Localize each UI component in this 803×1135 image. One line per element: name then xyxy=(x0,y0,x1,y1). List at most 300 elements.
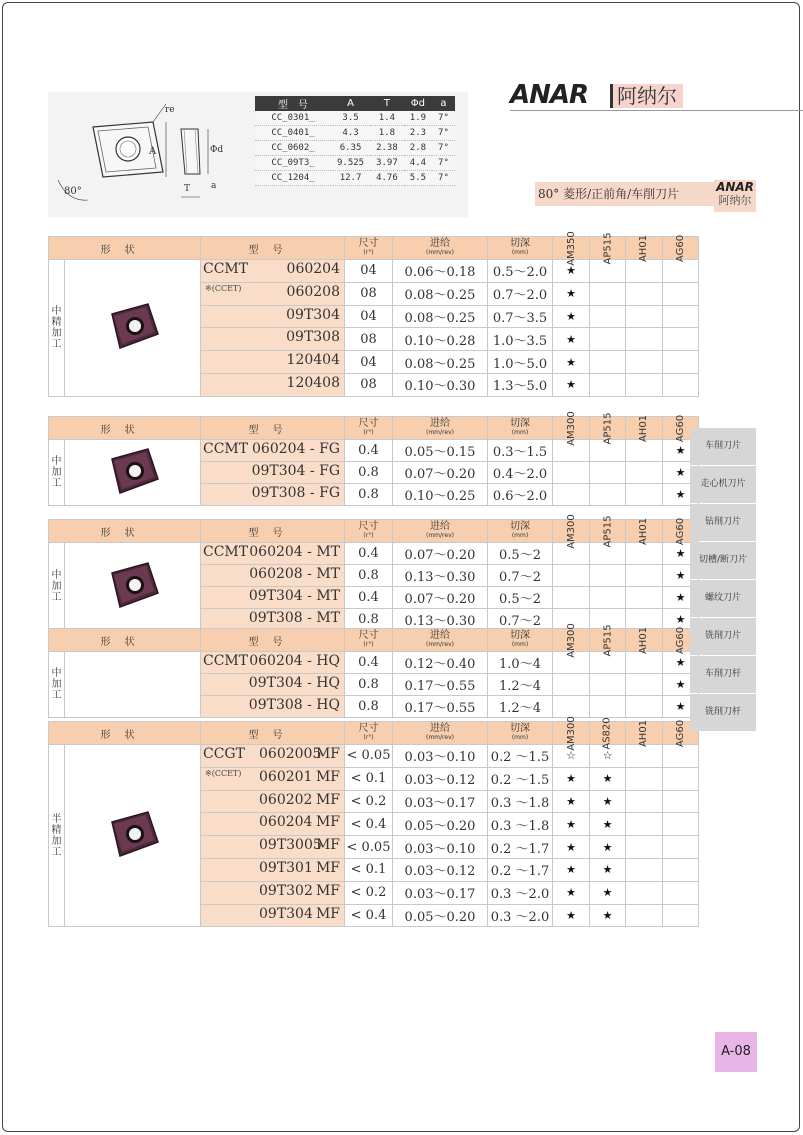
depth-header xyxy=(488,629,553,652)
grade-label: AP515 xyxy=(602,624,613,656)
model-cell xyxy=(201,652,345,674)
grade-label: AM300 xyxy=(565,622,577,658)
grade-label: AM350 xyxy=(565,230,577,266)
grade-label: AH01 xyxy=(638,517,650,545)
grade-mark xyxy=(663,282,699,305)
model-header: 型号 xyxy=(201,520,345,543)
model-cell xyxy=(201,836,345,859)
size-header-unit: (r°) xyxy=(363,532,374,539)
grade-mark xyxy=(626,858,663,881)
grade-mark xyxy=(590,282,626,305)
model-code: 09T308 - MT xyxy=(248,610,340,626)
grade-mark xyxy=(626,674,663,696)
size-header xyxy=(345,722,393,745)
grade-mark xyxy=(663,260,699,283)
grade-mark: ★ xyxy=(663,462,699,484)
grade-header xyxy=(626,626,663,654)
model-suffix: MF xyxy=(315,837,340,854)
model-cell xyxy=(201,351,345,374)
feed-cell: 0.05～0.20 xyxy=(393,904,488,927)
depth-cell: 0.7～3.5 xyxy=(488,305,553,328)
model-code: 09T308 - FG xyxy=(251,485,340,501)
size-header xyxy=(345,520,393,543)
grade-mark xyxy=(663,790,699,813)
feed-cell: 0.08～0.25 xyxy=(393,351,488,374)
grade-mark: ★ xyxy=(590,813,626,836)
model-code: 09T304 - MT xyxy=(248,588,340,604)
size-header-unit: (r°) xyxy=(363,249,374,256)
product-row xyxy=(49,440,699,462)
model-cell xyxy=(201,484,345,506)
size-cell: 0.8 xyxy=(345,609,393,631)
grade-mark xyxy=(590,565,626,587)
dims-cell: 6.35 xyxy=(331,141,370,156)
angle-label: 80° xyxy=(64,186,82,197)
depth-cell: 0.2 ～1.5 xyxy=(488,767,553,790)
depth-cell: 0.2 ～1.7 xyxy=(488,858,553,881)
grade-mark: ★ xyxy=(553,790,590,813)
model-code: 0602005 xyxy=(259,746,322,762)
mini-logo xyxy=(714,180,756,212)
sidenav-item[interactable]: 车削刀杆 xyxy=(690,656,756,693)
depth-cell: 0.3～1.5 xyxy=(488,440,553,462)
grade-mark: ★ xyxy=(590,904,626,927)
depth-cell: 1.2～4 xyxy=(488,696,553,718)
category-sidenav xyxy=(690,428,756,732)
t-label: T xyxy=(184,184,191,194)
product-table xyxy=(48,715,699,927)
feed-header-unit: (mm/rev) xyxy=(426,734,454,741)
dims-header-cell: Φd xyxy=(404,96,432,111)
dims-cell: 1.4 xyxy=(370,111,404,126)
grade-mark: ★ xyxy=(553,373,590,396)
product-table xyxy=(48,410,699,506)
feed-header xyxy=(393,722,488,745)
grade-mark xyxy=(590,674,626,696)
grade-mark xyxy=(663,351,699,374)
grade-mark xyxy=(553,674,590,696)
feed-header-label: 进给 xyxy=(430,418,450,429)
model-code: 09T304 - FG xyxy=(251,463,340,479)
grade-mark xyxy=(626,767,663,790)
grade-label: AG60 xyxy=(674,626,686,654)
grade-label: AH01 xyxy=(638,414,650,442)
feed-cell: 0.13～0.30 xyxy=(393,609,488,631)
sidenav-item[interactable]: 切槽/断刀片 xyxy=(690,542,756,579)
size-cell: 0.8 xyxy=(345,696,393,718)
grade-mark xyxy=(590,462,626,484)
grade-label: AH01 xyxy=(638,626,650,654)
series-label: CCMT xyxy=(203,261,249,277)
grade-mark xyxy=(626,836,663,859)
grade-mark: ★ xyxy=(590,790,626,813)
category-label: 中加工 xyxy=(49,440,65,506)
grade-header xyxy=(626,234,663,262)
grade-header xyxy=(626,517,663,545)
size-cell: 0.4 xyxy=(345,440,393,462)
size-cell: 08 xyxy=(345,282,393,305)
sidenav-item[interactable]: 铣削刀杆 xyxy=(690,694,756,731)
dims-cell: 5.5 xyxy=(404,171,432,186)
grade-mark: ★ xyxy=(663,696,699,718)
feed-cell: 0.03～0.12 xyxy=(393,858,488,881)
model-suffix: MF xyxy=(315,814,340,831)
insert-image xyxy=(65,543,201,631)
size-cell: 0.4 xyxy=(345,652,393,674)
model-code: 09T304 - HQ xyxy=(248,675,340,691)
feed-cell: 0.08～0.25 xyxy=(393,305,488,328)
depth-cell: 1.0～4 xyxy=(488,652,553,674)
model-cell xyxy=(201,543,345,565)
feed-cell: 0.17～0.55 xyxy=(393,674,488,696)
depth-cell: 1.2～4 xyxy=(488,674,553,696)
size-header xyxy=(345,417,393,440)
grade-mark: ★ xyxy=(590,767,626,790)
grade-mark xyxy=(553,565,590,587)
sidenav-item[interactable]: 走心机刀片 xyxy=(690,466,756,503)
grade-label: AP515 xyxy=(602,412,613,444)
feed-header-label: 进给 xyxy=(430,521,450,532)
grade-header xyxy=(590,515,626,547)
grade-mark: ☆ xyxy=(553,745,590,768)
series-label: CCMT xyxy=(203,441,249,457)
depth-cell: 0.5～2.0 xyxy=(488,260,553,283)
feed-cell: 0.03～0.10 xyxy=(393,745,488,768)
dims-cell: CC_0301_ xyxy=(255,111,331,126)
grade-label: AP515 xyxy=(602,232,613,264)
product-row xyxy=(49,543,699,565)
grade-mark xyxy=(590,587,626,609)
grade-label: AM300 xyxy=(565,513,577,549)
grade-mark xyxy=(663,745,699,768)
model-code: 09T308 xyxy=(286,329,340,346)
feed-header-label: 进给 xyxy=(430,238,450,249)
series-note: ※(CCET) xyxy=(205,283,242,293)
grade-header xyxy=(590,232,626,264)
model-cell xyxy=(201,282,345,305)
model-code: 09T304 xyxy=(259,905,313,922)
size-cell: 04 xyxy=(345,305,393,328)
size-cell: 0.4 xyxy=(345,587,393,609)
grade-mark: ★ xyxy=(590,881,626,904)
depth-cell: 0.3 ～1.8 xyxy=(488,790,553,813)
grade-mark: ★ xyxy=(553,767,590,790)
size-header-unit: (r°) xyxy=(363,429,374,436)
section-subtitle: 80° 菱形/正前角/车削刀片 xyxy=(535,182,718,206)
grade-mark: ★ xyxy=(553,881,590,904)
dims-cell: 7° xyxy=(432,111,455,126)
insert-photo-icon xyxy=(98,441,168,501)
mini-logo-cn: 阿纳尔 xyxy=(718,194,752,207)
grade-mark xyxy=(626,282,663,305)
dims-cell: 2.8 xyxy=(404,141,432,156)
depth-header-label: 切深 xyxy=(510,521,530,532)
brand-logo-text: ANAR xyxy=(510,80,589,110)
model-cell xyxy=(201,440,345,462)
insert-photo-icon xyxy=(98,296,168,356)
grade-header xyxy=(553,715,590,751)
grade-mark xyxy=(626,462,663,484)
size-cell: 0.8 xyxy=(345,674,393,696)
depth-cell: 0.7～2 xyxy=(488,609,553,631)
model-header: 型号 xyxy=(201,722,345,745)
feed-cell: 0.10～0.30 xyxy=(393,373,488,396)
size-cell: < 0.4 xyxy=(345,813,393,836)
dims-row xyxy=(255,171,455,186)
a-dim-label: A xyxy=(149,146,157,157)
insert-image xyxy=(65,440,201,506)
grade-mark xyxy=(553,462,590,484)
size-header-label: 尺寸 xyxy=(358,630,379,641)
depth-header-unit: (mm) xyxy=(511,532,529,539)
dims-cell: 7° xyxy=(432,171,455,186)
model-code: 060204 xyxy=(286,261,340,277)
model-suffix: MF xyxy=(315,859,340,876)
grade-mark: ★ xyxy=(663,484,699,506)
grade-mark xyxy=(626,328,663,351)
grade-header xyxy=(590,412,626,444)
grade-mark xyxy=(663,305,699,328)
feed-cell: 0.03～0.17 xyxy=(393,790,488,813)
model-cell xyxy=(201,565,345,587)
grade-mark: ★ xyxy=(553,260,590,283)
size-header-label: 尺寸 xyxy=(358,723,379,734)
grade-label: AH01 xyxy=(638,719,650,747)
feed-header-label: 进给 xyxy=(430,723,450,734)
grade-mark xyxy=(626,565,663,587)
depth-header-label: 切深 xyxy=(510,238,530,249)
grade-mark: ★ xyxy=(663,440,699,462)
grade-mark xyxy=(590,328,626,351)
dims-cell: CC_0401_ xyxy=(255,126,331,141)
grade-mark xyxy=(663,881,699,904)
product-row xyxy=(49,652,699,674)
shape-header: 形状 xyxy=(49,237,201,260)
depth-header xyxy=(488,417,553,440)
depth-header xyxy=(488,237,553,260)
grade-mark: ★ xyxy=(553,305,590,328)
size-header-label: 尺寸 xyxy=(358,521,379,532)
dims-cell: 4.76 xyxy=(370,171,404,186)
grade-mark xyxy=(626,440,663,462)
feed-cell: 0.07～0.20 xyxy=(393,587,488,609)
dims-row xyxy=(255,156,455,171)
insert-photo-icon xyxy=(98,555,168,615)
depth-cell: 0.2 ～1.5 xyxy=(488,745,553,768)
grade-mark xyxy=(553,587,590,609)
model-suffix: MF xyxy=(315,746,340,762)
dims-header-cell: a xyxy=(432,96,455,111)
dims-cell: 1.9 xyxy=(404,111,432,126)
insert-image xyxy=(65,652,201,718)
model-cell xyxy=(201,767,345,790)
size-cell: 08 xyxy=(345,373,393,396)
model-code: 060204 - HQ xyxy=(249,653,340,669)
size-cell: 08 xyxy=(345,328,393,351)
feed-cell: 0.03～0.17 xyxy=(393,881,488,904)
feed-cell: 0.03～0.10 xyxy=(393,836,488,859)
feed-header-unit: (mm/rev) xyxy=(426,249,454,256)
size-header xyxy=(345,237,393,260)
grade-mark xyxy=(663,813,699,836)
grade-mark: ★ xyxy=(553,351,590,374)
dims-row xyxy=(255,111,455,126)
grade-label: AM300 xyxy=(565,715,577,751)
dims-cell: 7° xyxy=(432,141,455,156)
dims-cell: CC_1204_ xyxy=(255,171,331,186)
feed-header xyxy=(393,629,488,652)
model-code: 09T301 xyxy=(259,859,313,876)
depth-header-label: 切深 xyxy=(510,723,530,734)
dims-header-cell: T xyxy=(370,96,404,111)
size-cell: < 0.2 xyxy=(345,881,393,904)
grade-mark: ★ xyxy=(663,609,699,631)
shape-header: 形状 xyxy=(49,520,201,543)
model-cell xyxy=(201,260,345,283)
grade-mark xyxy=(626,484,663,506)
depth-cell: 0.5～2 xyxy=(488,543,553,565)
brand-logo-cn: 阿纳尔 xyxy=(610,84,683,108)
category-label: 中精加工 xyxy=(49,260,65,397)
model-code: 060204 - MT xyxy=(249,544,340,560)
grade-mark: ★ xyxy=(663,674,699,696)
grade-header xyxy=(626,719,663,747)
grade-label: AM300 xyxy=(565,410,577,446)
grade-mark: ★ xyxy=(553,813,590,836)
grade-mark xyxy=(663,858,699,881)
dims-cell: 12.7 xyxy=(331,171,370,186)
series-label: CCGT xyxy=(203,746,245,762)
model-code: 060204 xyxy=(259,814,313,831)
feed-header-label: 进给 xyxy=(430,630,450,641)
dims-cell: 9.525 xyxy=(331,156,370,171)
depth-header-label: 切深 xyxy=(510,630,530,641)
dims-cell: CC_0602_ xyxy=(255,141,331,156)
phid-label: Φd xyxy=(210,145,224,155)
page-number: A-08 xyxy=(715,1032,757,1072)
dims-cell: 3.97 xyxy=(370,156,404,171)
sidenav-item[interactable]: 螺纹刀片 xyxy=(690,580,756,617)
grade-mark xyxy=(626,373,663,396)
grade-header xyxy=(553,622,590,658)
model-suffix: MF xyxy=(315,905,340,922)
feed-cell: 0.10～0.28 xyxy=(393,328,488,351)
size-header-unit: (r°) xyxy=(363,734,374,741)
feed-cell: 0.08～0.25 xyxy=(393,282,488,305)
brand-logo xyxy=(510,80,803,112)
sidenav-item[interactable]: 钻削刀片 xyxy=(690,504,756,541)
size-cell: 04 xyxy=(345,351,393,374)
grade-label: AG60 xyxy=(674,414,686,442)
dims-cell: 3.5 xyxy=(331,111,370,126)
depth-header-unit: (mm) xyxy=(511,734,529,741)
size-cell: 0.4 xyxy=(345,543,393,565)
depth-cell: 0.7～2.0 xyxy=(488,282,553,305)
model-cell xyxy=(201,462,345,484)
shape-header: 形状 xyxy=(49,417,201,440)
depth-header-unit: (mm) xyxy=(511,641,529,648)
model-code: 060208 xyxy=(286,283,340,300)
model-cell xyxy=(201,674,345,696)
model-code: 120408 xyxy=(286,374,340,391)
grade-mark xyxy=(663,328,699,351)
re-label: re xyxy=(165,105,175,115)
model-code: 060208 - MT xyxy=(249,566,340,582)
dims-cell: 4.3 xyxy=(331,126,370,141)
feed-cell: 0.05～0.20 xyxy=(393,813,488,836)
sidenav-item[interactable]: 铣削刀片 xyxy=(690,618,756,655)
series-label: CCMT xyxy=(203,544,249,560)
logo-divider xyxy=(510,110,803,111)
category-label: 半精加工 xyxy=(49,745,65,927)
model-suffix: MF xyxy=(315,882,340,899)
grade-header xyxy=(626,414,663,442)
grade-mark xyxy=(626,881,663,904)
grade-mark xyxy=(663,767,699,790)
product-table xyxy=(48,622,699,718)
model-code: 060201 xyxy=(259,768,313,785)
feed-cell: 0.13～0.30 xyxy=(393,565,488,587)
grade-mark xyxy=(590,351,626,374)
grade-mark xyxy=(626,696,663,718)
dims-row xyxy=(255,141,455,156)
model-code: 09T302 xyxy=(259,882,313,899)
size-cell: 0.8 xyxy=(345,565,393,587)
model-cell xyxy=(201,587,345,609)
size-header-label: 尺寸 xyxy=(358,238,379,249)
series-label: CCMT xyxy=(203,653,249,669)
sidenav-item[interactable]: 车削刀片 xyxy=(690,428,756,465)
dims-row xyxy=(255,126,455,141)
grade-mark: ★ xyxy=(553,282,590,305)
depth-cell: 0.5～2 xyxy=(488,587,553,609)
feed-cell: 0.10～0.25 xyxy=(393,484,488,506)
grade-mark xyxy=(663,836,699,859)
model-header: 型号 xyxy=(201,237,345,260)
feed-header-unit: (mm/rev) xyxy=(426,532,454,539)
grade-header xyxy=(663,234,699,262)
product-table xyxy=(48,513,699,631)
feed-header xyxy=(393,520,488,543)
grade-label: AG60 xyxy=(674,234,686,262)
feed-header xyxy=(393,237,488,260)
model-cell xyxy=(201,328,345,351)
model-code: 09T3005 xyxy=(259,837,322,854)
grade-mark: ★ xyxy=(590,858,626,881)
depth-header xyxy=(488,520,553,543)
model-cell xyxy=(201,881,345,904)
depth-cell: 0.6～2.0 xyxy=(488,484,553,506)
model-cell xyxy=(201,813,345,836)
insert-diagram xyxy=(48,92,258,217)
dims-cell: 2.38 xyxy=(370,141,404,156)
feed-cell: 0.07～0.20 xyxy=(393,462,488,484)
model-code: 09T304 xyxy=(286,306,340,323)
model-code: 09T308 - HQ xyxy=(248,697,340,713)
dims-header-cell: A xyxy=(331,96,370,111)
model-header: 型号 xyxy=(201,417,345,440)
grade-header xyxy=(553,230,590,266)
grade-mark: ★ xyxy=(553,328,590,351)
grade-mark xyxy=(590,305,626,328)
depth-cell: 1.3～5.0 xyxy=(488,373,553,396)
grade-header xyxy=(590,716,626,750)
category-label: 中加工 xyxy=(49,652,65,718)
depth-header-label: 切深 xyxy=(510,418,530,429)
size-cell: < 0.05 xyxy=(345,745,393,768)
grade-mark xyxy=(626,305,663,328)
grade-mark xyxy=(553,696,590,718)
